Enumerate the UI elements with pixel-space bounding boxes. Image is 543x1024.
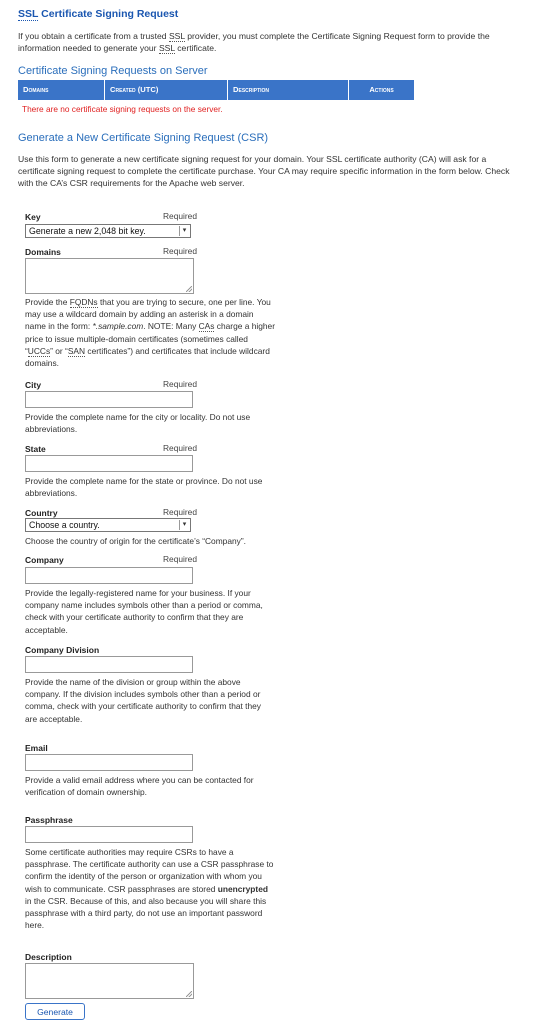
key-label: Key [25, 212, 41, 222]
page-title [18, 7, 178, 22]
help-part: Provide the [25, 297, 70, 307]
empty-table-message: There are no certificate signing requests on the server. [22, 104, 223, 114]
required-indicator: Required [163, 211, 197, 221]
csr-list-heading: Certificate Signing Requests on Server [18, 65, 208, 77]
passphrase-input[interactable] [25, 826, 193, 843]
email-label-row [25, 742, 197, 754]
column-header-created[interactable]: Created (UTC) [105, 80, 228, 100]
help-part: certificates”) and certificates that include wildcard domains. [25, 345, 270, 368]
wildcard-example: *.sample.com [92, 321, 144, 332]
country-select-value: Choose a country. [29, 520, 100, 530]
intro-part: provider, you must complete the Certificate Signing Request form to provide the information needed to generate your [18, 31, 490, 54]
division-help: Provide the name of the division or group within the above company. If the division includes symbols other than a period or comma, check with your certificate authority to confirm that they are acceptable. [25, 677, 261, 724]
country-select[interactable] [25, 518, 191, 532]
city-input[interactable] [25, 391, 193, 408]
state-label: State [25, 444, 46, 454]
help-part: that you are trying to secure, one per line. You may use a wildcard domain by adding an asterisk in a domain name in the form: [25, 297, 271, 332]
key-label-row [25, 211, 197, 223]
city-label-row [25, 379, 197, 391]
company-help: Provide the legally-registered name for your business. If your company name includes symbols other than a period or comma, check with your certificate authority to confirm that they are acceptable. [25, 588, 263, 635]
domains-label: Domains [25, 247, 61, 257]
description-label-row [25, 951, 197, 963]
city-help: Provide the complete name for the city or locality. Do not use abbreviations. [25, 412, 251, 435]
passphrase-label: Passphrase [25, 815, 73, 825]
column-header-description[interactable]: Description [228, 80, 349, 100]
company-label: Company [25, 555, 64, 565]
city-label: City [25, 380, 42, 390]
domains-label-row [25, 246, 197, 258]
generate-heading: Generate a New Certificate Signing Request (CSR) [18, 132, 269, 144]
required-indicator: Required [163, 379, 197, 389]
resize-grip-icon[interactable] [186, 286, 192, 292]
help-part: . NOTE: Many [143, 321, 199, 332]
email-label: Email [25, 743, 48, 753]
description-textarea[interactable] [25, 963, 194, 999]
state-help: Provide the complete name for the state or province. Do not use abbreviations. [25, 476, 263, 499]
resize-grip-icon[interactable] [186, 991, 192, 997]
passphrase-help [25, 846, 275, 931]
required-indicator: Required [163, 554, 197, 564]
company-label-row [25, 554, 197, 566]
generate-button[interactable]: Generate [25, 1003, 85, 1020]
intro-text [18, 30, 523, 54]
ca-abbr: CAs [198, 321, 215, 332]
country-help: Choose the country of origin for the certificate’s “Company”. [25, 536, 246, 546]
email-help: Provide a valid email address where you can be contacted for verification of domain ownership. [25, 775, 254, 798]
ssl-abbr: SSL [18, 8, 39, 20]
help-part: in the CSR. Because of this, and also because you will share this passphrase with a third party, do not use an important password here. [25, 895, 267, 931]
state-input[interactable] [25, 455, 193, 472]
column-header-actions: Actions [349, 80, 415, 100]
unencrypted-emphasis: unencrypted [217, 883, 268, 894]
help-part: ” or “ [50, 345, 68, 356]
company-input[interactable] [25, 567, 193, 584]
email-input[interactable] [25, 754, 193, 771]
intro-part: certificate. [174, 43, 217, 54]
ssl-abbr: SSL [158, 43, 175, 54]
chevron-down-icon: ▾ [179, 226, 189, 236]
fqdn-abbr: FQDNs [69, 297, 98, 307]
csr-table [18, 80, 414, 100]
required-indicator: Required [163, 507, 197, 517]
required-indicator: Required [163, 443, 197, 453]
domains-textarea[interactable] [25, 258, 194, 294]
country-label: Country [25, 508, 58, 518]
san-abbr: SAN [67, 345, 86, 356]
passphrase-label-row [25, 814, 197, 826]
intro-part: If you obtain a certificate from a trusted [18, 31, 169, 41]
key-select[interactable] [25, 224, 191, 238]
chevron-down-icon: ▾ [179, 520, 189, 530]
generate-description: Use this form to generate a new certificate signing request for your domain. Your SSL certificate authority (CA) will ask for a certificate signing request to complete the certificate purchase. Your CA may require specific information in the form below. Check with the CA’s CSR requirements for the Apache web server. [18, 154, 510, 189]
division-label-row [25, 644, 197, 656]
state-label-row [25, 443, 197, 455]
domains-help [25, 296, 275, 369]
key-select-value: Generate a new 2,048 bit key. [29, 226, 146, 236]
required-indicator: Required [163, 246, 197, 256]
help-part: Some certificate authorities may require CSRs to have a passphrase. The certificate authority can use a CSR passphrase to confirm the identity of the person or organization with whom you wish to communicate. CSR passphrases are stored [25, 847, 274, 894]
ucc-abbr: UCCs [27, 345, 51, 356]
ssl-abbr: SSL [168, 31, 185, 41]
page-title-text: Certificate Signing Request [38, 8, 179, 20]
division-label: Company Division [25, 645, 100, 655]
help-part: charge a higher price to issue multiple-domain certificates (sometimes called “ [25, 321, 275, 356]
division-input[interactable] [25, 656, 193, 673]
description-label: Description [25, 952, 72, 962]
column-header-domains[interactable]: Domains [18, 80, 105, 100]
